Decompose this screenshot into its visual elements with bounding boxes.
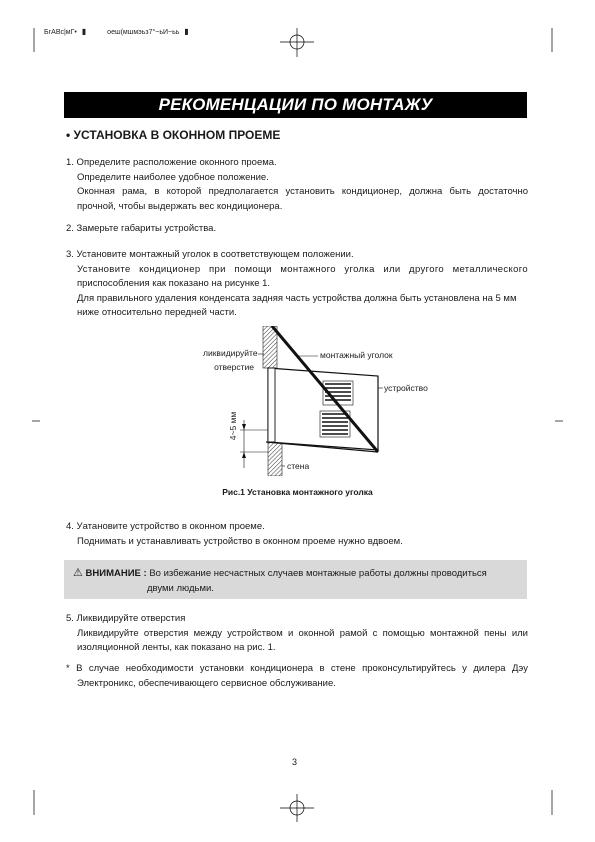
step-5-line: изоляционной ленты, как показано на рис. 1. — [77, 642, 276, 653]
print-header-mid: оеш(мшмэьз7°~ьИ~ьь — [107, 29, 180, 36]
step-3 — [66, 248, 528, 321]
label-wall: стена — [287, 461, 310, 471]
step-2: 2. Замерьте габариты устройства. — [66, 223, 217, 234]
printer-icon: ▮ — [81, 27, 87, 36]
warning-line-2: двуми людьми. — [147, 583, 214, 594]
step-4-line: 4. Уатановите устройство в оконном проеме. — [66, 521, 265, 532]
warning-icon: ⚠ — [73, 567, 83, 579]
label-hole-2: отверстие — [214, 362, 254, 372]
step-3-line: ниже относительно передней части. — [77, 307, 237, 318]
wall-lower — [268, 442, 282, 476]
footnote — [66, 662, 528, 691]
step-1-line: 1. Определите расположение оконного проема. — [66, 157, 277, 168]
print-header-left: БгАВс|мГ• — [44, 29, 77, 36]
registration-mark-bottom — [280, 794, 314, 822]
page-title: РЕКОМЕНЦАЦИИ ПО МОНТАЖУ — [158, 95, 433, 114]
step-4 — [66, 520, 528, 549]
footnote-line: * В случае необходимости установки кондиционера в стене проконсультируйтесь у дилера Дэу — [66, 663, 528, 674]
title-banner — [64, 92, 527, 118]
step-1-line: Определите наиболее удобное положение. — [77, 171, 269, 183]
installation-diagram — [0, 326, 595, 476]
figure-caption: Рис.1 Установка монтажного уголка — [222, 487, 373, 497]
section-title: • УСТАНОВКА В ОКОННОМ ПРОЕМЕ — [66, 128, 281, 142]
label-bracket: монтажный уголок — [320, 350, 393, 360]
step-5 — [66, 612, 528, 656]
step-3-line: приспособления как показано на рисунке 1. — [77, 278, 271, 289]
step-1-line: прочной, чтобы выдержать вес кондиционера. — [77, 200, 283, 212]
unit-front — [268, 368, 275, 442]
unit-body — [268, 368, 378, 450]
step-3-line: Установите кондиционер при помощи монтажного уголка или другого металлического — [77, 263, 528, 275]
label-dimension: 4~5 мм — [228, 411, 238, 441]
step-1 — [66, 156, 528, 214]
footnote-line: Электроникс, обеспечивающего сервисное обслуживание. — [77, 677, 336, 689]
step-5-line: Ликвидируйте отверстия между устройством и оконной рамой с помощью монтажной пены или — [77, 627, 528, 639]
warning-text — [73, 566, 487, 596]
warning-label: ВНИМАНИЕ : — [85, 568, 147, 579]
wall-upper — [263, 326, 277, 368]
step-4-line: Поднимать и устанавливать устройство в оконном проеме нужно вдвоем. — [77, 535, 403, 547]
step-1-line: Оконная рама, в которой предполагается установить кондиционер, должна быть достаточно — [77, 186, 528, 197]
printer-icon: ▮ — [184, 27, 189, 36]
label-unit: устройство — [384, 383, 428, 393]
warning-line-1: Во избежание несчастных случаев монтажные работы должны проводиться — [149, 568, 487, 579]
step-5-line: 5. Ликвидируйте отверстия — [66, 613, 186, 624]
label-hole-1: ликвидируйте — [203, 348, 258, 358]
step-3-line: 3. Установите монтажный уголок в соответствующем положении. — [66, 249, 354, 260]
step-3-line: Для правильного удаления конденсата задняя часть устройства должна быть установлена на 5 мм — [77, 292, 517, 304]
page-number: 3 — [292, 757, 298, 767]
print-header — [44, 27, 192, 36]
registration-mark-top — [280, 28, 314, 57]
